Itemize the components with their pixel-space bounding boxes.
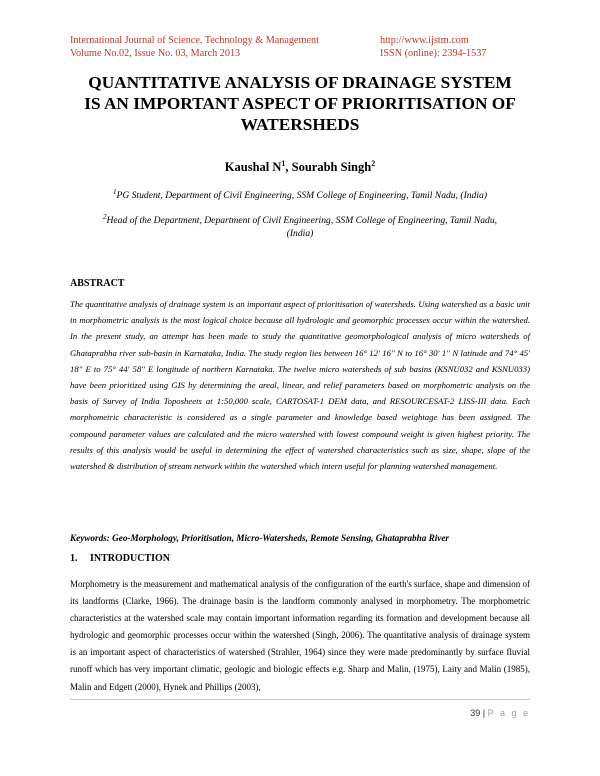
body-line: quantitative analysis of drainage system is an important aspect of characteristics of watershed (Strahler, 1964) since — [70, 630, 531, 658]
author-sup: 1 — [281, 159, 286, 168]
introduction-body — [70, 576, 530, 696]
section-heading — [70, 553, 170, 564]
volume-issue: Volume No.02, Issue No. 03, March 2013 — [70, 48, 241, 59]
body-line: they were made predominantly by surface fluvial runoff which has very important climatic, geologic and biologic — [70, 647, 531, 675]
page-number-value: 39 — [470, 708, 481, 718]
affiliation-text: PG Student, Department of Civil Engineering, SSM College of Engineering, Tamil Nadu, (India) — [116, 190, 488, 202]
abstract-line: northern Karnataka. The twelve micro watersheds of sub basins (KSNU032 and KSNU033) have been prioritized — [70, 363, 531, 391]
abstract-line: region lies between 16° 12' 16'' N to 16° 30' 1'' N latitude and 74° 45' 18'' E to 75° 44' 58'' E longitude of — [70, 347, 531, 374]
author-list — [0, 159, 600, 175]
affiliation-1 — [60, 186, 540, 202]
keywords: Keywords: Geo-Morphology, Prioritisation, Micro-Watersheds, Remote Sensing, Ghataprabha River — [70, 533, 450, 543]
issn: ISSN (online): 2394-1537 — [380, 48, 487, 59]
abstract-line: assigned. The compound parameter values are calculated and the micro watershed with lowest compound weight is — [70, 412, 531, 439]
body-line: effects e.g. Sharp and Malin, (1975), Laity and Malin (1985), Malin and Edgett (2000), Hynek and Phillips (2003), — [70, 664, 530, 692]
section-title: INTRODUCTION — [90, 553, 171, 564]
body-line: dimension of its landforms (Clarke, 1966). The drainage basin is the landform commonly analysed in morphometry. — [70, 579, 531, 607]
abstract-line: Survey of India Toposheets at 1:50,000 scale, CARTOSAT-1 DEM data, and RESOURCESAT-2 LISS-III data. Each — [102, 396, 530, 407]
page-number — [460, 708, 530, 718]
author-separator: , — [285, 160, 292, 175]
body-line: The morphometric characteristics at the watershed scale may contain important information regarding its formation — [70, 596, 530, 624]
abstract-line: processes occur within the watershed. In the present study, an attempt has been made to study the quantitative — [70, 315, 530, 342]
author-name: Kaushal N — [224, 160, 282, 175]
affiliation-text: Head of the Department, Department of Civil Engineering, SSM College of Engineering, Tamil Nadu, — [106, 215, 498, 227]
abstract-line: given highest priority. The results of this analysis would be useful in determining the effect of watershed — [70, 428, 530, 455]
abstract-body — [70, 296, 530, 474]
page-number-separator: | — [480, 708, 488, 718]
affiliation-sup: 2 — [102, 213, 107, 221]
author-sup: 2 — [371, 159, 376, 168]
journal-header — [70, 34, 530, 60]
abstract-line: morphometric characteristic is considered as a single parameter and knowledge based weightage has been — [70, 412, 476, 423]
footer-divider — [70, 699, 530, 700]
section-number: 1. — [70, 553, 78, 564]
abstract-line: characteristics such as size, shape, slope of the watershed & distribution of stream network within the watershed — [70, 444, 530, 472]
title-line: IS AN IMPORTANT ASPECT OF PRIORITISATION OF — [84, 94, 516, 113]
affiliation-2 — [60, 211, 540, 240]
abstract-line: which intern useful for planning watershed management. — [298, 461, 498, 472]
abstract-line: using GIS by determining the areal, linear, and relief parameters based on morphometric analysis on the basis of — [70, 380, 531, 407]
abstract-line: The quantitative analysis of drainage system is an important aspect of prioritisation of watersheds. Using watershed — [70, 299, 477, 309]
title-line: WATERSHEDS — [240, 115, 360, 134]
abstract-line: geomorphological analysis of micro watersheds of Ghataprabha river sub-basin in Karnataka, India. The study — [70, 331, 531, 358]
paper-title — [60, 72, 540, 135]
abstract-line: as a basic unit in morphometric analysis is the most logical choice because all hydrologic and geomorphic — [70, 299, 530, 326]
affiliation-text: (India) — [286, 228, 314, 240]
author-name: Sourabh Singh — [291, 160, 372, 175]
journal-name: International Journal of Science, Technology & Management — [70, 35, 319, 46]
abstract-heading: ABSTRACT — [70, 278, 125, 289]
affiliation-sup: 1 — [112, 188, 117, 196]
title-line: QUANTITATIVE ANALYSIS OF DRAINAGE SYSTEM — [88, 73, 512, 92]
journal-url[interactable]: http://www.ijstm.com — [380, 35, 469, 46]
body-line: and development because all hydrologic and geomorphic processes occur within the watershed (Singh, 2006). The — [70, 613, 530, 641]
body-line: Morphometry is the measurement and mathematical analysis of the configuration of the earth's surface, shape and — [70, 579, 481, 589]
page-label: P a g e — [487, 708, 530, 718]
